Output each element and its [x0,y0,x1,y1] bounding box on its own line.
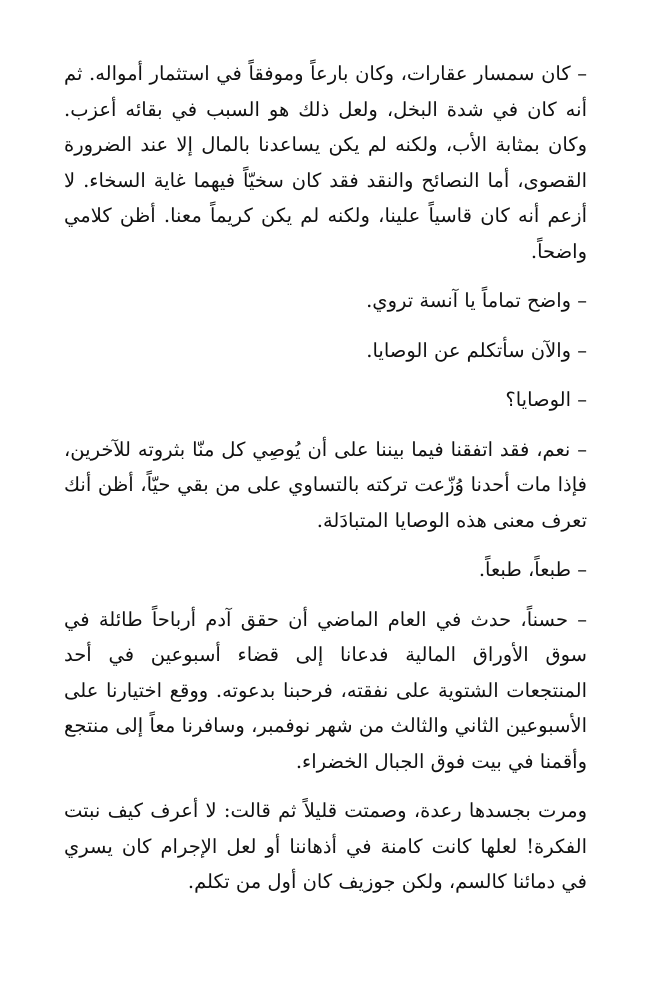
paragraph-3: – والآن سأتكلم عن الوصايا. [366,338,587,362]
book-page [64,56,587,914]
paragraph-5: – نعم، فقد اتفقنا فيما بيننا على أن يُوصِي كل منّا بثروته للآخرين، فإذا مات أحدنا وُزّعت تركته بالتساوي على من بقي حيّاً، أظن أنك تعرف معنى هذه الوصايا المتبادَلة. [64,437,587,532]
paragraph-4: – الوصايا؟ [505,388,587,411]
paragraph-1: – كان سمسار عقارات، وكان بارعاً وموفقاً في استثمار أمواله. ثم أنه كان في شدة البخل، ولعل ذلك هو السبب في بقائه أعزب. وكان بمثابة الأب، ولكنه لم يكن يساعدنا بالمال إلا عند الضرورة القصوى، أما النصائح والنقد فقد كان سخيّاً فيهما غاية السخاء. لا أزعم أنه كان قاسياً علينا، ولكنه لم يكن كريماً معنا. أظن كلامي واضحاً. [64,62,587,263]
paragraph-6: – طبعاً، طبعاً. [478,558,587,581]
paragraph-8: ومرت بجسدها رعدة، وصمتت قليلاً ثم قالت: لا أعرف كيف نبتت الفكرة! لعلها كانت كامنة في أذهاننا أو لعل الإجرام كان يسري في دمائنا كالسم، ولكن جوزيف كان أول من تكلم. [64,799,587,893]
paragraph-2: – واضح تماماً يا آنسة تروي. [366,289,587,312]
paragraph-7: – حسناً، حدث في العام الماضي أن حقق آدم أرباحاً طائلة في سوق الأوراق المالية فدعانا إلى قضاء أسبوعين في أحد المنتجعات الشتوية على نفقته، فرحبنا بدعوته. ووقع اختيارنا على الأسبوعين الثاني والثالث من شهر نوفمبر، وسافرنا معاً إلى منتجع وأقمنا في بيت فوق الجبال الخضراء. [64,607,587,773]
